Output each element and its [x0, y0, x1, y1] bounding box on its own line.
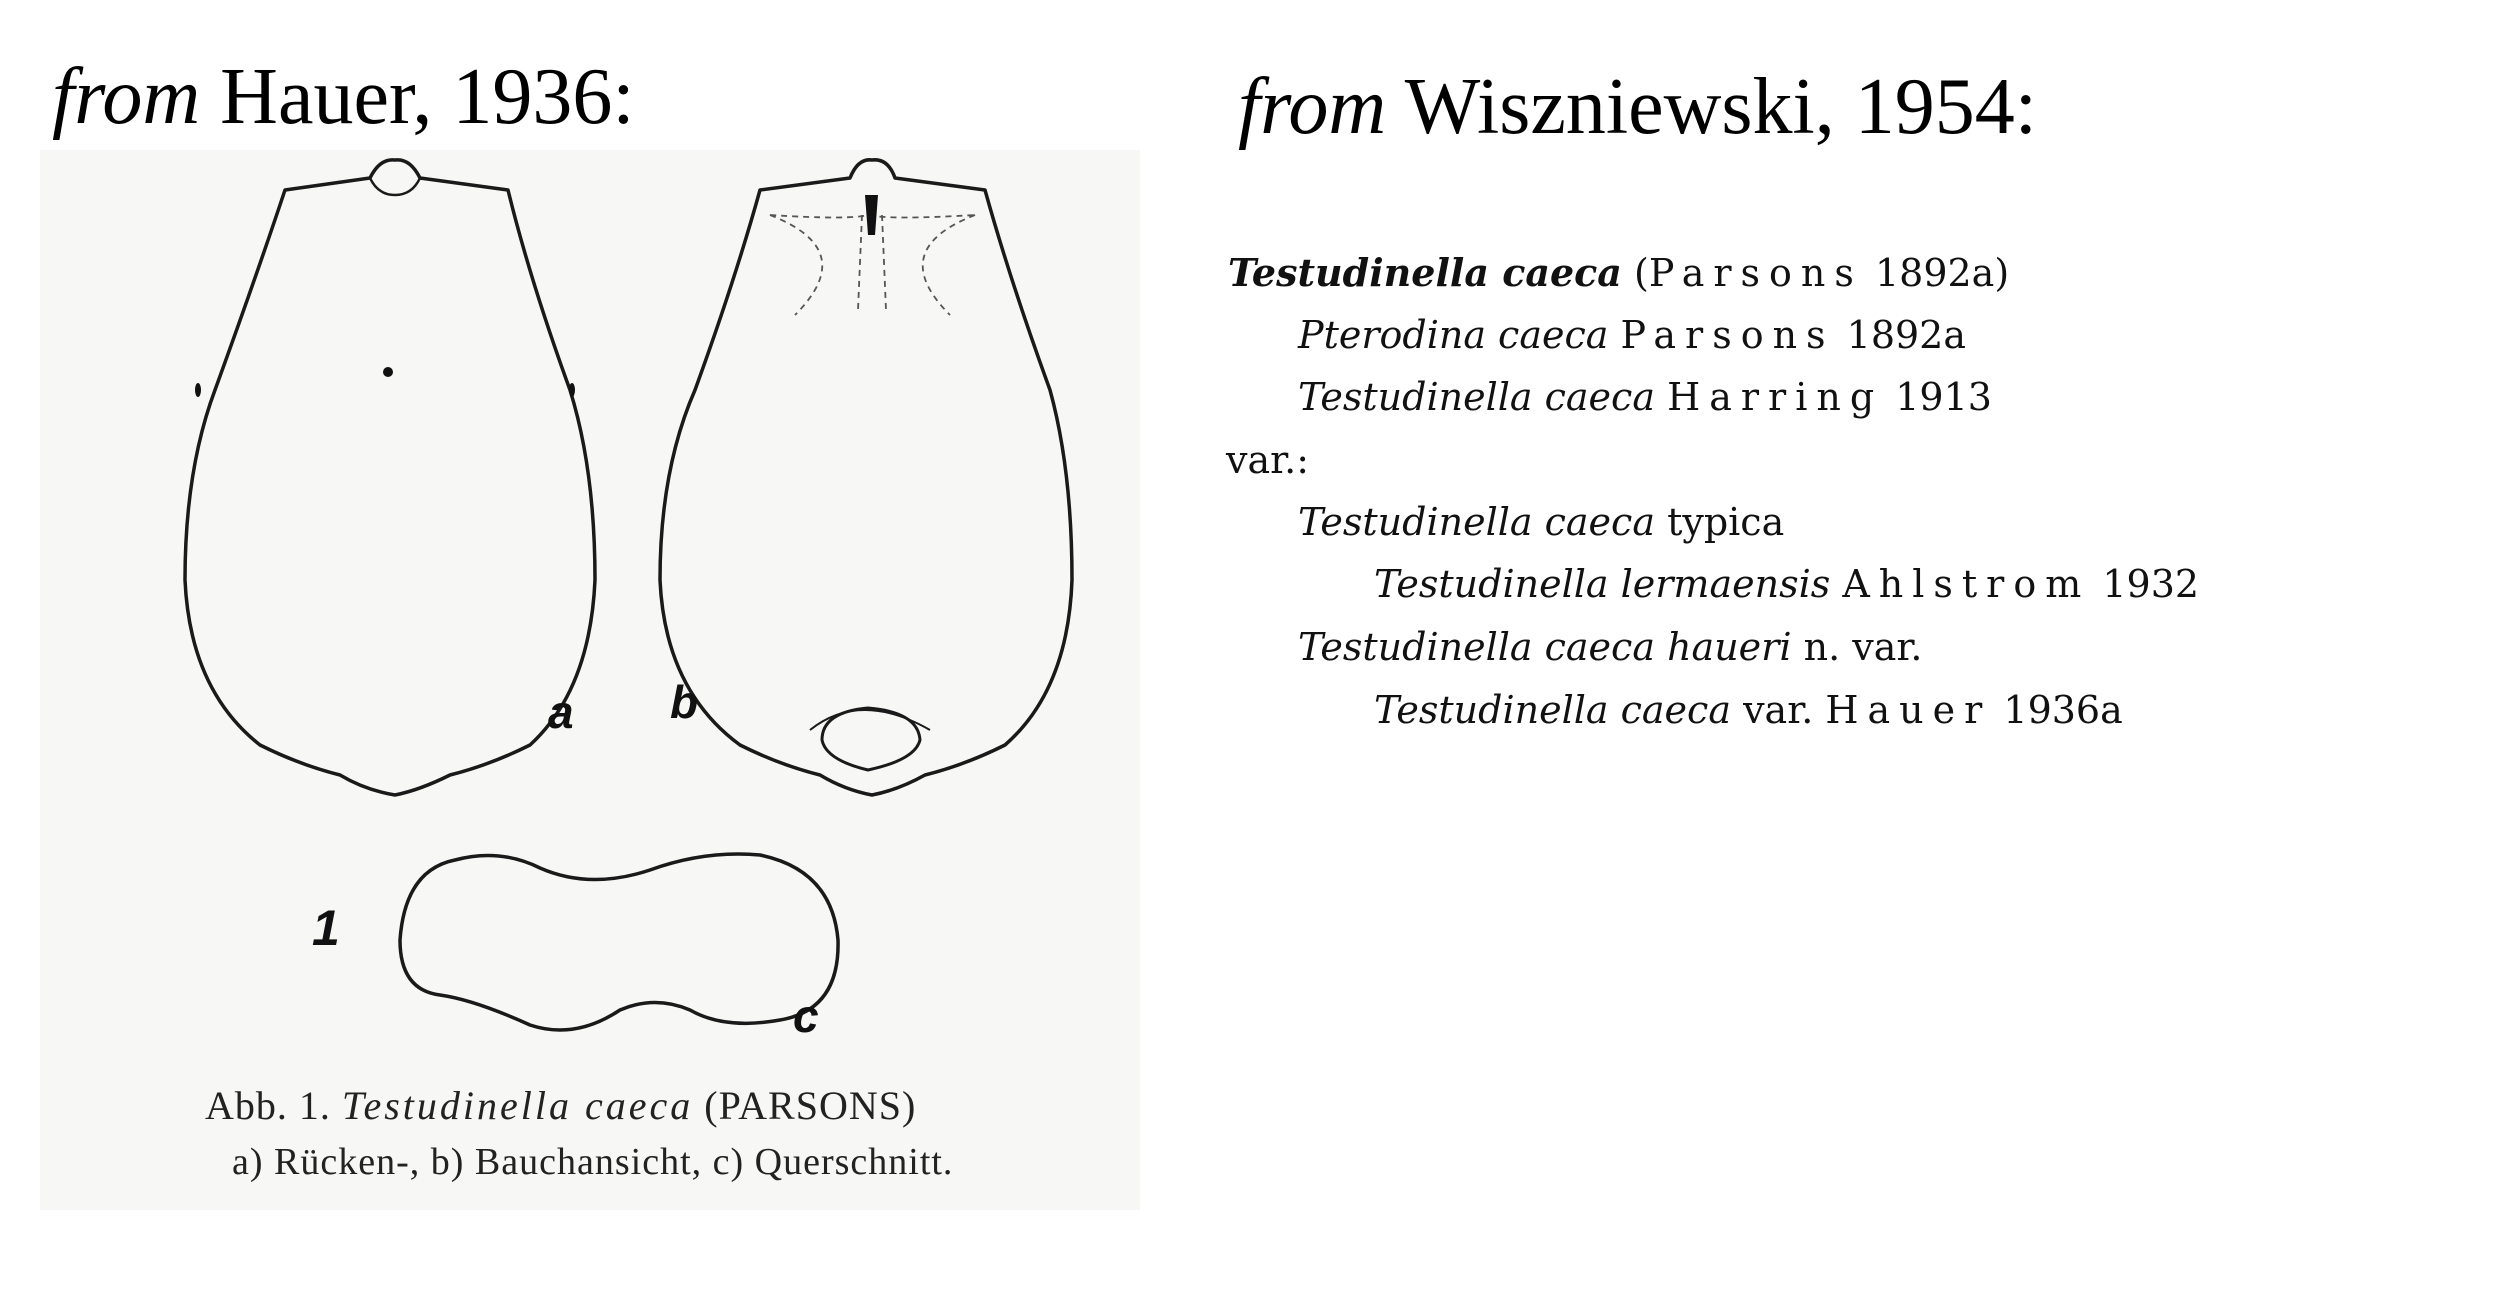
var-label: var.: [1226, 438, 1309, 482]
entry-author: Parsons [1620, 313, 1835, 357]
label-b: b [670, 676, 699, 728]
heading-source: Hauer, 1936: [220, 53, 635, 141]
caption-species: Testudinella caeca [341, 1083, 694, 1128]
cross-section-outline [400, 854, 838, 1030]
variety-name: Testudinella lermaensis [1374, 562, 1831, 606]
synonymy-entry [1298, 375, 1992, 419]
main-open: ( [1634, 251, 1649, 295]
variety-mid: var. [1743, 688, 1814, 732]
entry-author: Harring [1667, 375, 1884, 419]
entry-year: 1892a [1846, 313, 1967, 357]
ventral-view-outline [660, 160, 1072, 795]
figure-caption-line2: a) Rücken-, b) Bauchansicht, c) Querschnitt. [232, 1141, 954, 1183]
variety-entry [1374, 688, 2123, 732]
variety-entry [1374, 562, 2199, 606]
heading-source: Wiszniewski, 1954: [1404, 63, 2037, 151]
synonymy-entry [1298, 313, 1966, 357]
dorsal-view-head [370, 178, 420, 195]
variety-author: Ahlstrom [1842, 562, 2091, 606]
variety-suffix: n. var. [1803, 625, 1923, 669]
label-c: c [793, 990, 819, 1042]
main-year: 1892a) [1874, 251, 2010, 295]
label-a: a [548, 686, 574, 738]
eyespot-right [569, 383, 575, 397]
variety-author: Hauer [1825, 688, 1992, 732]
heading-from: from [1238, 63, 1387, 151]
variety-year: 1936a [2003, 688, 2123, 732]
heading-from: from [52, 53, 201, 141]
eyespot-left [195, 383, 201, 397]
figure-caption-line1 [205, 1082, 916, 1129]
variety-name: Testudinella caeca [1374, 688, 1731, 732]
variety-name: Testudinella caeca [1298, 500, 1655, 544]
variety-suffix: typica [1667, 500, 1785, 544]
dorsal-view-outline [185, 160, 595, 795]
eyespot-center [383, 367, 393, 377]
variety-entry [1298, 500, 1784, 544]
main-name: Testudinella caeca [1228, 250, 1622, 295]
variety-epithet: haueri [1667, 625, 1792, 669]
variety-entry [1298, 625, 1922, 669]
entry-name: Testudinella caeca [1298, 375, 1655, 419]
entry-year: 1913 [1895, 375, 1992, 419]
caption-author: (PARSONS) [704, 1083, 917, 1128]
variety-year: 1932 [2102, 562, 2200, 606]
main-author: Parsons [1648, 251, 1863, 295]
entry-name: Pterodina caeca [1298, 313, 1609, 357]
variety-name: Testudinella caeca [1298, 625, 1655, 669]
label-figure-number: 1 [312, 900, 340, 956]
synonymy-main [1228, 250, 2009, 295]
caption-prefix: Abb. 1. [205, 1083, 331, 1128]
